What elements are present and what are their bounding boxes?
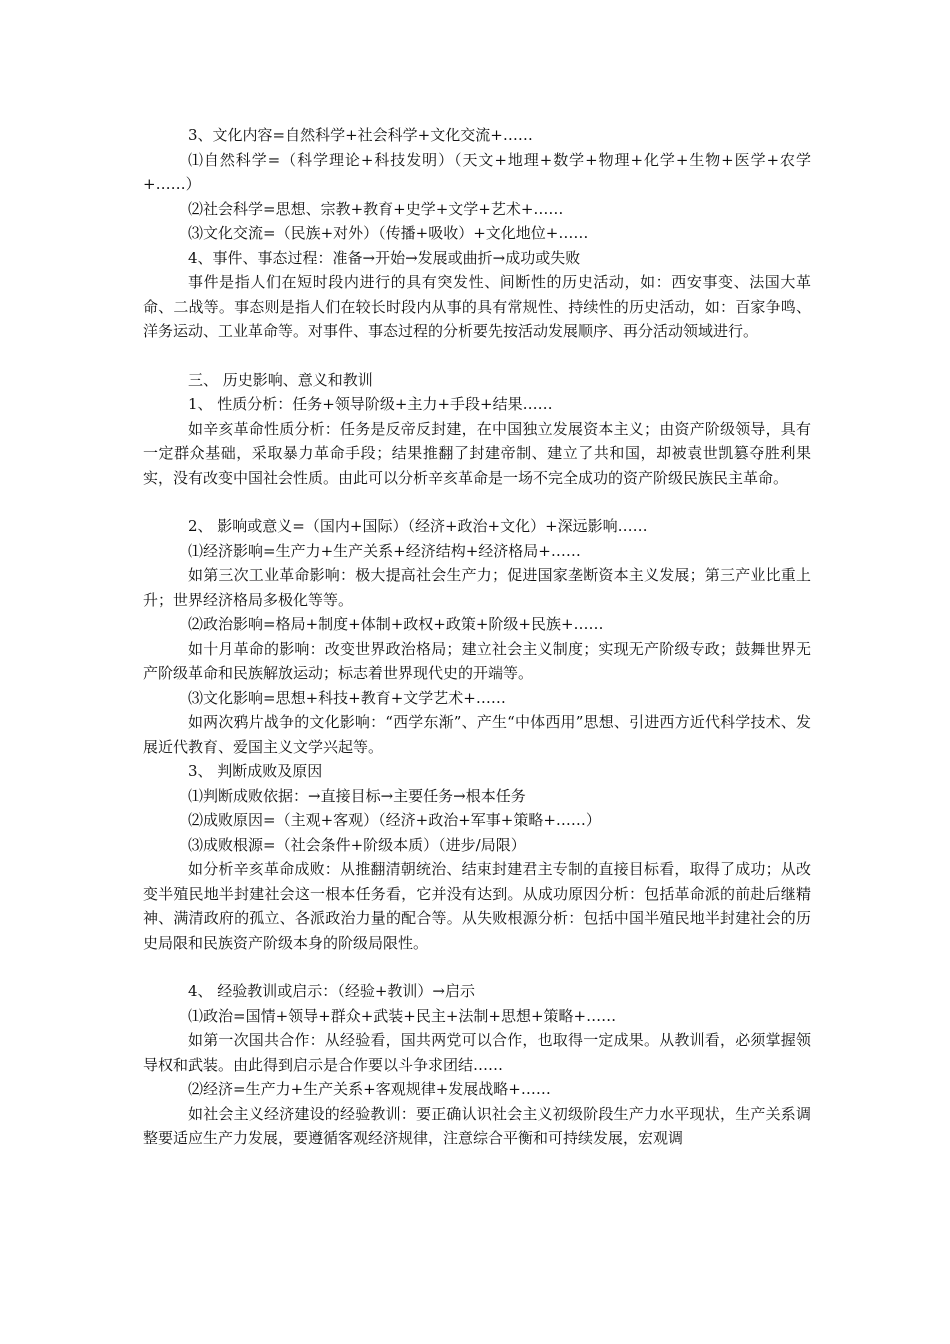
document-body: [143, 123, 811, 1151]
paragraph: 如两次鸦片战争的文化影响：“西学东渐”、产生“中体西用”思想、引进西方近代科学技术、发展近代教育、爱国主义文学兴起等。: [143, 713, 811, 756]
paragraph: 3、文化内容=自然科学+社会科学+文化交流+……: [188, 126, 533, 144]
blank-line: [143, 490, 811, 514]
paragraph: 如辛亥革命性质分析：任务是反帝反封建，在中国独立发展资本主义；由资产阶级领导，具有一定群众基础，采取暴力革命手段；结果推翻了封建帝制、建立了共和国，却被袁世凯篡夺胜利果实，没有改变中国社会性质。由此可以分析辛亥革命是一场不完全成功的资产阶级民族民主革命。: [143, 419, 811, 487]
paragraph: 如社会主义经济建设的经验教训：要正确认识社会主义初级阶段生产力水平现状，生产关系调整要适应生产力发展，要遵循客观经济规律，注意综合平衡和可持续发展，宏观调: [143, 1104, 811, 1147]
subsection-heading: 4、 经验教训或启示：（经验+教训）→启示: [188, 982, 475, 1000]
paragraph: ⑶文化影响=思想+科技+教育+文学艺术+……: [188, 688, 506, 707]
subsection-heading: 3、 判断成败及原因: [188, 762, 323, 780]
paragraph: ⑴政治=国情+领导+群众+武装+民主+法制+思想+策略+……: [188, 1006, 617, 1025]
paragraph: ⑶文化交流=（民族+对外）（传播+吸收）+文化地位+……: [188, 224, 589, 242]
paragraph: 4、事件、事态过程：准备→开始→发展或曲折→成功或失败: [188, 248, 581, 267]
paragraph: ⑶成败根源=（社会条件+阶级本质）（进步/局限）: [188, 835, 526, 854]
paragraph: 如第一次国共合作：从经验看，国共两党可以合作，也取得一定成果。从教训看，必须掌握领导权和武装。由此得到启示是合作要以斗争求团结……: [143, 1031, 811, 1074]
paragraph: ⑴经济影响=生产力+生产关系+经济结构+经济格局+……: [188, 541, 581, 560]
paragraph: 事件是指人们在短时段内进行的具有突发性、间断性的历史活动，如：西安事变、法国大革命、二战等。事态则是指人们在较长时段内从事的具有常规性、持续性的历史活动，如：百家争鸣、洋务运动、工业革命等。对事件、事态过程的分析要先按活动发展顺序、再分活动领域进行。: [143, 273, 811, 340]
paragraph: ⑴判断成败依据：→直接目标→主要任务→根本任务: [188, 786, 526, 805]
paragraph: ⑴自然科学=（科学理论+科技发明）（天文+地理+数学+物理+化学+生物+医学+农学+……）: [143, 150, 811, 193]
blank-line: [143, 955, 811, 979]
paragraph: ⑵政治影响=格局+制度+体制+政权+政策+阶级+民族+……: [188, 615, 604, 633]
subsection-heading: 2、 影响或意义=（国内+国际）（经济+政治+文化）+深远影响……: [188, 517, 648, 535]
paragraph: 如第三次工业革命影响：极大提高社会生产力；促进国家垄断资本主义发展；第三产业比重上升；世界经济格局多极化等等。: [143, 566, 811, 609]
paragraph: 如分析辛亥革命成败：从推翻清朝统治、结束封建君主专制的直接目标看，取得了成功；从改变半殖民地半封建社会这一根本任务看，它并没有达到。从成功原因分析：包括革命派的前赴后继精神、满清政府的孤立、各派政治力量的配合等。从失败根源分析：包括中国半殖民地半封建社会的历史局限和民族资产阶级本身的阶级局限性。: [143, 860, 811, 952]
section-heading: 三、 历史影响、意义和教训: [188, 370, 373, 389]
blank-line: [143, 344, 811, 368]
paragraph: 如十月革命的影响：改变世界政治格局；建立社会主义制度；实现无产阶级专政；鼓舞世界无产阶级革命和民族解放运动；标志着世界现代史的开端等。: [143, 639, 811, 682]
paragraph: ⑵成败原因=（主观+客观）（经济+政治+军事+策略+……）: [188, 811, 601, 829]
paragraph: ⑵经济=生产力+生产关系+客观规律+发展战略+……: [188, 1080, 551, 1098]
paragraph: ⑵社会科学=思想、宗教+教育+史学+文学+艺术+……: [188, 199, 564, 218]
subsection-heading: 1、 性质分析：任务+领导阶级+主力+手段+结果……: [188, 395, 553, 413]
